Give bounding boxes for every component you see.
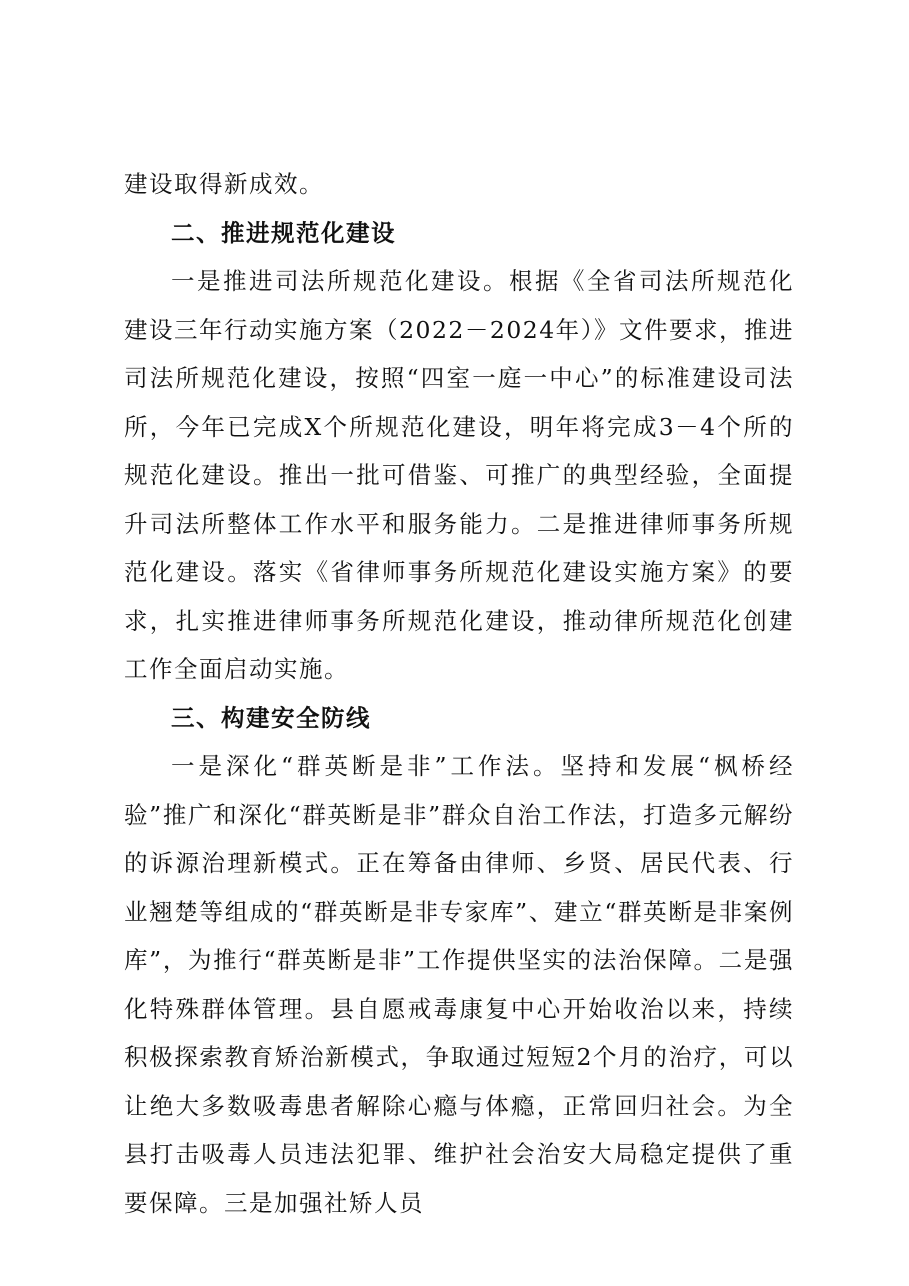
document-body bbox=[124, 160, 794, 1227]
intro-tail-paragraph: 建设取得新成效。 bbox=[124, 170, 324, 198]
section-paragraph-safety: 一是深化“群英断是非”工作法。坚持和发展“枫桥经验”推广和深化“群英断是非”群众自治工作法，打造多元解纷的诉源治理新模式。正在筹备由律师、乡贤、居民代表、行业翘楚等组成的“群英断是非专家库”、建立“群英断是非案例库”，为推行“群英断是非”工作提供坚实的法治保障。二是强化特殊群体管理。县自愿戒毒康复中心开始收治以来，持续积极探索教育矫治新模式，争取通过短短2个月的治疗，可以让绝大多数吸毒患者解除心瘾与体瘾，正常回归社会。为全县打击吸毒人员违法犯罪、维护社会治安大局稳定提供了重要保障。三是加强社矫人员 bbox=[124, 752, 794, 1217]
section-heading-standardization: 二、推进规范化建设 bbox=[171, 218, 396, 247]
section-paragraph-standardization: 一是推进司法所规范化建设。根据《全省司法所规范化建设三年行动实施方案（2022－2024年）》文件要求，推进司法所规范化建设，按照“四室一庭一中心”的标准建设司法所，今年已完成X个所规范化建设，明年将完成3－4个所的规范化建设。推出一批可借鉴、可推广的典型经验，全面提升司法所整体工作水平和服务能力。二是推进律师事务所规范化建设。落实《省律师事务所规范化建设实施方案》的要求，扎实推进律师事务所规范化建设，推动律所规范化创建工作全面启动实施。 bbox=[124, 267, 794, 683]
section-heading-safety: 三、构建安全防线 bbox=[171, 703, 371, 732]
